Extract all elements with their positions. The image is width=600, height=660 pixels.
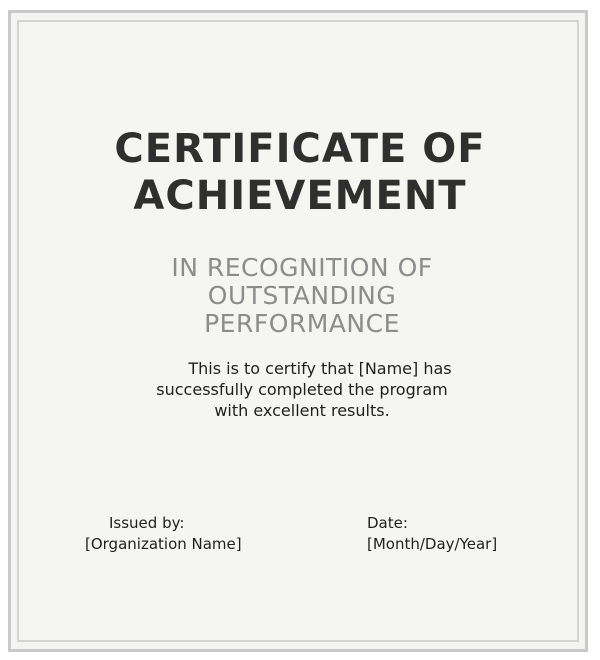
certificate-body-line3: with excellent results.	[214, 401, 390, 420]
issued-by-label: Issued by:	[109, 514, 185, 532]
certificate-title-line1: CERTIFICATE OF	[114, 126, 486, 172]
certificate-body-line1: This is to certify that [Name] has	[188, 359, 452, 378]
certificate-title-line2: ACHIEVEMENT	[133, 173, 467, 219]
certificate-subtitle	[0, 254, 600, 338]
certificate-subtitle-line1: IN RECOGNITION OF	[171, 253, 433, 282]
certificate-body	[0, 358, 600, 421]
certificate-subtitle-line3: PERFORMANCE	[204, 309, 400, 338]
issued-by-value: [Organization Name]	[85, 535, 242, 553]
certificate-subtitle-line2: OUTSTANDING	[207, 281, 397, 310]
certificate-body-line2: successfully completed the program	[156, 380, 448, 399]
certificate-title	[0, 126, 600, 220]
issued-by-block	[85, 513, 242, 555]
date-value: [Month/Day/Year]	[367, 535, 498, 553]
date-block	[367, 513, 497, 555]
date-label: Date:	[367, 514, 408, 532]
